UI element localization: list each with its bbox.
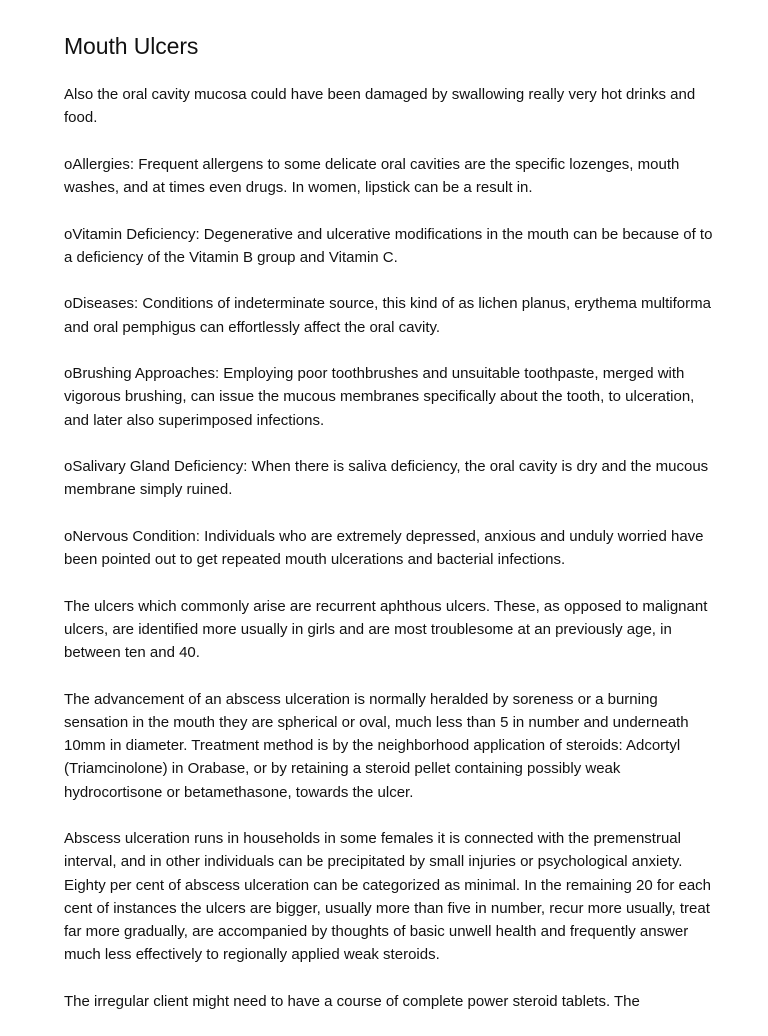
paragraph-vitamin-deficiency: oVitamin Deficiency: Degenerative and ulcerative modifications in the mouth can be because of to a deficiency of the Vitamin B group and Vitamin C. [64, 225, 713, 266]
paragraph-recurrent-ulcers: The ulcers which commonly arise are recurrent aphthous ulcers. These, as opposed to malignant ulcers, are identified more usually in girls and are most troublesome at an previously age, in between ten and 40. [64, 597, 708, 662]
paragraph-intro: Also the oral cavity mucosa could have been damaged by swallowing really very hot drinks and food. [64, 86, 696, 127]
paragraph-nervous-condition: oNervous Condition: Individuals who are extremely depressed, anxious and unduly worried have been pointed out to get repeated mouth ulcerations and bacterial infections. [64, 527, 704, 569]
paragraph-salivary-gland: oSalivary Gland Deficiency: When there is saliva deficiency, the oral cavity is dry and the mucous membrane simply ruined. [64, 458, 709, 499]
paragraph-irregular-client: The irregular client might need to have a course of complete power steroid tablets. The [64, 992, 640, 1010]
paragraph-brushing-approaches: oBrushing Approaches: Employing poor toothbrushes and unsuitable toothpaste, merged with vigorous brushing, can issue the mucous membranes specifically about the tooth, to ulceration, and later also superimposed infections. [64, 365, 695, 429]
page-title: Mouth Ulcers [64, 33, 199, 59]
paragraph-abscess-advancement: The advancement of an abscess ulceration is normally heralded by soreness or a burning sensation in the mouth they are spherical or oval, much less than 5 in number and underneath 10mm in diameter. Treatment method is by the neighborhood application of steroids: Adcortyl (Triamcinolone) in Orabase, or by retaining a steroid pellet containing possibly weak hydrocortisone or betamethasone, towards the ulcer. [64, 690, 689, 801]
paragraph-allergies: oAllergies: Frequent allergens to some delicate oral cavities are the specific lozenges, mouth washes, and at times even drugs. In women, lipstick can be a result in. [64, 155, 680, 196]
paragraph-diseases: oDiseases: Conditions of indeterminate source, this kind of as lichen planus, erythema multiforma and oral pemphigus can effortlessly affect the oral cavity. [64, 295, 711, 336]
document-page [64, 30, 714, 1036]
paragraph-abscess-households: Abscess ulceration runs in households in some females it is connected with the premenstrual interval, and in other individuals can be precipitated by small injuries or psychological anxiety. Eighty per cent of abscess ulceration can be categorized as minimal. In the remaining 20 for each cent of instances the ulcers are bigger, usually more than five in number, recur more usually, treat far more gradually, are accompanied by thoughts of basic unwell health and frequently answer much less effectively to regionally applied weak steroids. [64, 830, 712, 964]
